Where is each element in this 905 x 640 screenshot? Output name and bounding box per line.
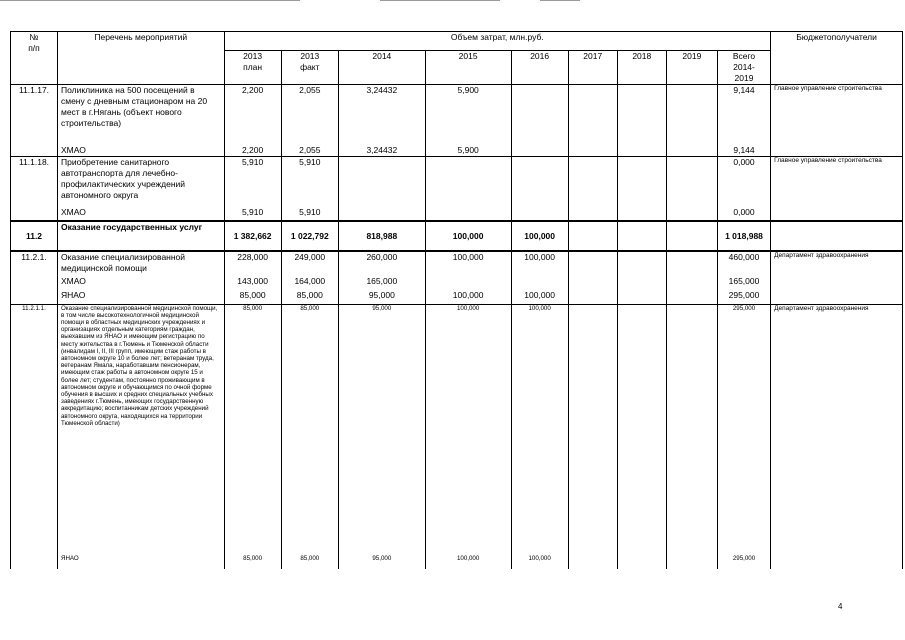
cell-2016: 100,000	[511, 555, 568, 569]
cell-2013-plan: 1 382,662	[224, 221, 281, 251]
row-recipient: Главное управление строительства	[771, 156, 903, 221]
cell-2013-plan: 2,200	[224, 145, 281, 157]
cell-2013-plan: 85,000	[224, 304, 281, 555]
cell-2015: 100,000	[425, 290, 511, 304]
row-num: 11.2.1.1.	[11, 304, 58, 555]
cell-2015: 100,000	[425, 304, 511, 555]
table-row	[11, 555, 903, 569]
cell-total: 460,000	[717, 251, 770, 276]
cell-2013-fact: 1 022,792	[281, 221, 338, 251]
cell-2014: 95,000	[338, 290, 425, 304]
cell-total: 295,000	[717, 555, 770, 569]
cell-2014: 818,988	[338, 221, 425, 251]
cell-2013-fact: 2,055	[281, 85, 338, 145]
cell-2016: 100,000	[511, 221, 568, 251]
table-row	[11, 304, 903, 555]
cell-2013-plan: 5,910	[224, 156, 281, 207]
cell-2014: 95,000	[338, 555, 425, 569]
row-name: Оказание специализированной медицинской помощи	[57, 251, 224, 276]
table-row	[11, 207, 903, 221]
row-name: Оказание специализированной медицинской помощи, в том числе высокотехнологичной медицинской помощи в областных медицинских учреждениях и организациях отдельным категориям граждан, выехавшим из ЯНАО и имеющим регистрацию по месту жительства в г.Тюмень и Тюменской области (инвалидам I, II, III групп, имеющим стаж работы в автономном округе 10 и более лет; ветеранам труда, ветеранам Ямала, наработавшим пенсионерам, имеющим стаж работы в автономном округе 15 и более лет; студентам, постоянно проживающим в автономном округе и обучающимся по очной форме обучения в высших и средних специальных учебных заведениях г.Тюмень, имеющих государственную аккредитацию; воспитанникам детских учреждений автономного округа, находящихся на территории Тюменской области)	[57, 304, 224, 555]
cell-2015: 100,000	[425, 555, 511, 569]
row-recipient: Департамент здравоохранения	[771, 251, 903, 304]
header-2014: 2014	[338, 51, 425, 85]
header-2018: 2018	[617, 51, 666, 85]
cell-2013-fact: 85,000	[281, 304, 338, 555]
table-row	[11, 276, 903, 290]
cell-2013-fact: 85,000	[281, 290, 338, 304]
header-2013-plan: 2013 план	[224, 51, 281, 85]
cell-2016: 100,000	[511, 251, 568, 276]
header-recipients: Бюджетополучатели	[771, 32, 903, 85]
cell-2014: 165,000	[338, 276, 425, 290]
cell-2013-plan: 85,000	[224, 555, 281, 569]
header-2013-fact: 2013 факт	[281, 51, 338, 85]
cell-2013-plan: 228,000	[224, 251, 281, 276]
header-total: Всего 2014- 2019	[717, 51, 770, 85]
row-subname: ХМАО	[57, 145, 224, 157]
table-row	[11, 221, 903, 251]
header-2019: 2019	[666, 51, 717, 85]
cell-2013-fact: 249,000	[281, 251, 338, 276]
cell-2013-plan: 85,000	[224, 290, 281, 304]
table-row	[11, 145, 903, 157]
cost-table	[10, 31, 903, 569]
cell-2014: 260,000	[338, 251, 425, 276]
table-row	[11, 290, 903, 304]
row-subname: ХМАО	[57, 207, 224, 221]
cell-2013-fact: 5,910	[281, 207, 338, 221]
row-num: 11.2	[11, 221, 58, 251]
cell-total: 165,000	[717, 276, 770, 290]
header-2015: 2015	[425, 51, 511, 85]
cell-total: 0,000	[717, 156, 770, 207]
cell-2016: 100,000	[511, 304, 568, 555]
row-num: 11.2.1.	[11, 251, 58, 304]
cell-2013-plan: 143,000	[224, 276, 281, 290]
header-events: Перечень мероприятий	[57, 32, 224, 85]
header-num: № п/п	[11, 32, 58, 85]
cell-2015: 100,000	[425, 251, 511, 276]
row-name: Оказание государственных услуг	[57, 221, 224, 251]
cell-2014: 95,000	[338, 304, 425, 555]
cell-2013-fact: 164,000	[281, 276, 338, 290]
cell-2014: 3,24432	[338, 145, 425, 157]
table-row	[11, 251, 903, 276]
cell-2014: 3,24432	[338, 85, 425, 145]
row-num: 11.1.17.	[11, 85, 58, 157]
cell-total: 9,144	[717, 145, 770, 157]
row-name: Приобретение санитарного автотранспорта для лечебно-профилактических учреждений автономного округа	[57, 156, 224, 207]
row-subname: ЯНАО	[57, 555, 224, 569]
cell-2013-fact: 5,910	[281, 156, 338, 207]
table-row	[11, 85, 903, 145]
cell-2013-plan: 2,200	[224, 85, 281, 145]
cell-total: 0,000	[717, 207, 770, 221]
cell-total: 295,000	[717, 290, 770, 304]
cell-2013-fact: 85,000	[281, 555, 338, 569]
row-recipient: Департамент здравоохранения	[771, 304, 903, 555]
row-subname: ЯНАО	[57, 290, 224, 304]
header-2016: 2016	[511, 51, 568, 85]
cell-2015: 100,000	[425, 221, 511, 251]
cell-total: 9,144	[717, 85, 770, 145]
row-recipient: Главное управление строительства	[771, 85, 903, 157]
table-row	[11, 156, 903, 207]
cell-2013-fact: 2,055	[281, 145, 338, 157]
page-number: 4	[838, 602, 843, 611]
cell-total: 1 018,988	[717, 221, 770, 251]
cell-2015: 5,900	[425, 145, 511, 157]
top-edge	[0, 0, 905, 2]
cell-total: 295,000	[717, 304, 770, 555]
header-2017: 2017	[568, 51, 617, 85]
row-num: 11.1.18.	[11, 156, 58, 221]
row-subname: ХМАО	[57, 276, 224, 290]
cell-2013-plan: 5,910	[224, 207, 281, 221]
row-name: Поликлиника на 500 посещений в смену с дневным стационаром на 20 мест в г.Нягань (объект нового строительства)	[57, 85, 224, 145]
header-cost-volume: Объем затрат, млн.руб.	[224, 32, 771, 51]
cell-2016: 100,000	[511, 290, 568, 304]
cell-2015: 5,900	[425, 85, 511, 145]
